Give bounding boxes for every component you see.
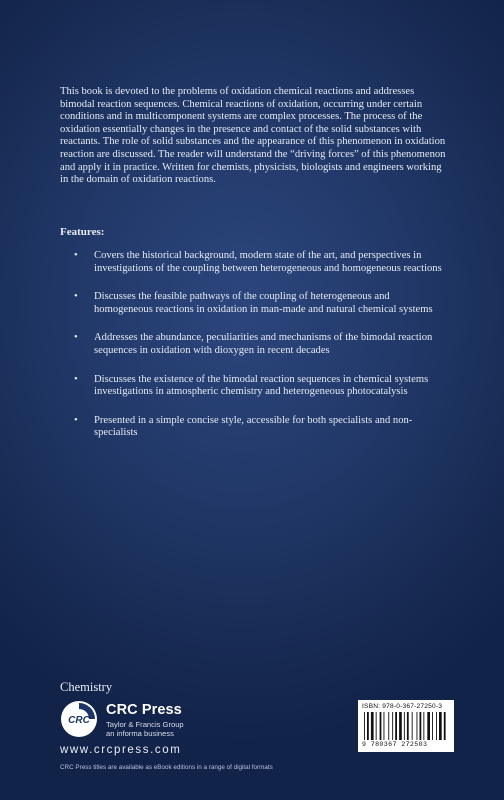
ebook-note: CRC Press titles are available as eBook editions in a range of digital formats [60, 764, 273, 771]
subject-category: Chemistry [60, 680, 113, 694]
feature-text: Covers the historical background, modern state of the art, and perspectives in investigations of the coupling between heterogeneous and homogeneous reactions [94, 250, 442, 274]
barcode-bar [420, 712, 422, 740]
barcode-bar [432, 712, 433, 740]
bullet-icon: • [74, 414, 78, 426]
book-description: This book is devoted to the problems of oxidation chemical reactions and addresses bimodal reaction sequences. Chemical reactions of oxidation, occurring under certain conditions and in multicomponent systems are complex processes. The process of the oxidation essentially changes in the presence and contact of the solid substances with reactants. The role of solid substances and the appearance of this phenomenon in oxidation reaction are discussed. The reader will understand the “driving forces” of this phenomenon and apply it in practice. Written for chemists, physicists, biologists and engineers working in the domain of oxidation reactions. [60, 86, 446, 186]
feature-text: Discusses the feasible pathways of the coupling of heterogeneous and homogeneous reactions in oxidation in man-made and natural chemical systems [94, 291, 433, 315]
feature-item [74, 250, 448, 275]
bullet-icon: • [74, 332, 78, 344]
isbn-barcode [358, 700, 454, 752]
feature-text: Addresses the abundance, peculiarities and mechanisms of the bimodal reaction sequences in oxidation with dioxygen in recent decades [94, 332, 433, 356]
barcode-bar [395, 712, 397, 740]
logo-text: CRC [68, 715, 90, 726]
feature-item [74, 291, 448, 316]
publisher-group: Taylor & Francis Group [106, 720, 184, 729]
barcode-bar [404, 712, 405, 740]
features-heading: Features: [60, 226, 105, 238]
barcode-bar [399, 712, 402, 740]
barcode-bar [427, 712, 430, 740]
publisher-tagline [106, 720, 184, 738]
barcode-bar [392, 712, 393, 740]
barcode-bar [388, 712, 389, 740]
barcode-bar [417, 712, 418, 740]
barcode-bar [444, 712, 446, 740]
feature-text: Discusses the existence of the bimodal reaction sequences in chemical systems investigations in atmospheric chemistry and heterogeneous photocatalysis [94, 373, 429, 398]
barcode-bar [423, 712, 424, 740]
barcode-bar [407, 712, 409, 740]
feature-item [74, 415, 448, 440]
barcode-bar [439, 712, 442, 740]
barcode-bar [371, 712, 374, 740]
bullet-icon: • [74, 291, 78, 303]
barcode-graphic [362, 712, 450, 740]
feature-item [74, 374, 448, 399]
barcode-bar [367, 712, 369, 740]
crc-logo-icon [60, 700, 98, 738]
feature-item [74, 332, 448, 357]
isbn-number: ISBN: 978-0-367-27250-3 [362, 703, 443, 710]
barcode-bar [412, 712, 413, 740]
bullet-icon: • [74, 373, 78, 385]
barcode-bar [364, 712, 365, 740]
barcode-bar [376, 712, 377, 740]
features-list [74, 250, 448, 456]
publisher-business: an informa business [106, 729, 174, 738]
barcode-bar [384, 712, 385, 740]
feature-text: Presented in a simple concise style, accessible for both specialists and non-specialists [94, 414, 413, 439]
publisher-website: www.crcpress.com [60, 744, 182, 756]
barcode-bar [380, 712, 382, 740]
barcode-digits: 9 780367 272503 [362, 741, 428, 748]
bullet-icon: • [74, 250, 78, 261]
barcode-bar [436, 712, 437, 740]
publisher-name: CRC Press [106, 702, 182, 718]
